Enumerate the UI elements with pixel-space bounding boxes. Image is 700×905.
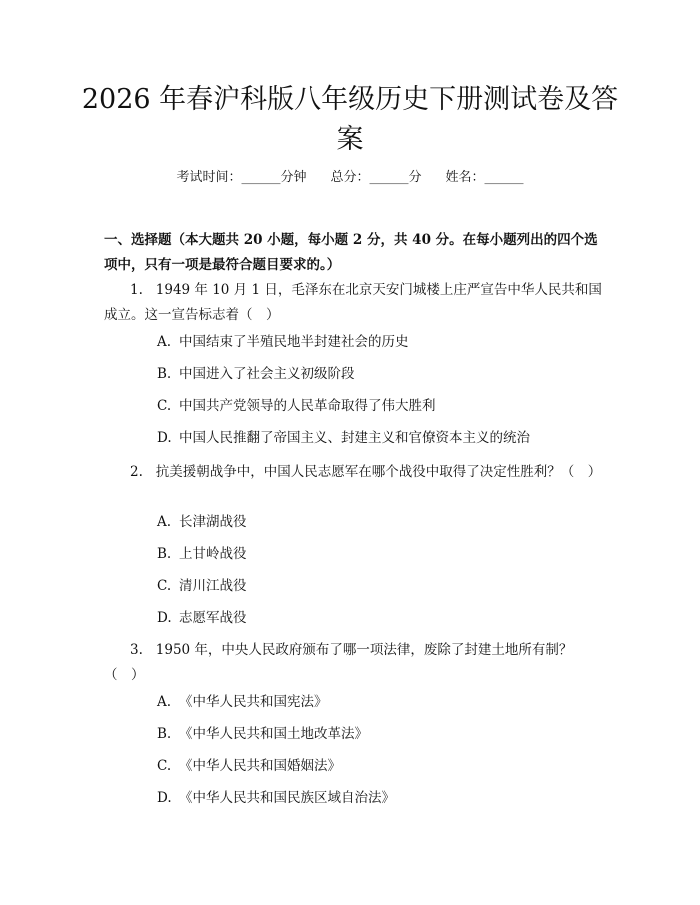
option-letter: B. — [157, 546, 172, 562]
question-3-stem — [104, 638, 604, 688]
page-title-line1: 2026 年春沪科版八年级历史下册测试卷及答 — [81, 84, 619, 115]
question-1-stem — [104, 278, 604, 328]
question-2-option-d — [157, 608, 247, 628]
exam-meta — [0, 169, 700, 187]
question-3-option-a — [157, 692, 328, 712]
question-number: 3. — [130, 642, 143, 658]
option-text: 志愿军战役 — [179, 610, 247, 626]
question-2-option-a — [157, 512, 247, 532]
option-text: 《中华人民共和国民族区域自治法》 — [179, 790, 395, 806]
option-letter: B. — [157, 726, 172, 742]
option-letter: C. — [157, 398, 172, 414]
question-number: 2. — [130, 464, 143, 480]
option-letter: D. — [157, 610, 172, 626]
question-2-stem — [104, 460, 604, 485]
option-letter: B. — [157, 366, 172, 382]
option-text: 《中华人民共和国宪法》 — [179, 694, 328, 710]
option-letter: D. — [157, 790, 172, 806]
page-title — [0, 80, 700, 160]
option-letter: A. — [157, 514, 172, 530]
student-name-label: 姓名：______ — [445, 170, 524, 185]
question-text: 1950 年，中央人民政府颁布了哪一项法律，废除了封建土地所有制？（ ） — [104, 642, 573, 683]
option-text: 《中华人民共和国土地改革法》 — [179, 726, 368, 742]
option-text: 中国结束了半殖民地半封建社会的历史 — [179, 334, 409, 350]
option-letter: A. — [157, 334, 172, 350]
question-1-option-a — [157, 332, 409, 352]
question-text: 1949 年 10 月 1 日，毛泽东在北京天安门城楼上庄严宣告中华人民共和国成立。这一宣告标志着（ ） — [104, 282, 602, 323]
question-1-option-d — [157, 428, 530, 448]
option-text: 清川江战役 — [179, 578, 247, 594]
option-text: 中国共产党领导的人民革命取得了伟大胜利 — [179, 398, 436, 414]
option-letter: C. — [157, 758, 172, 774]
total-score-label: 总分：______分 — [330, 170, 422, 185]
option-text: 中国人民推翻了帝国主义、封建主义和官僚资本主义的统治 — [179, 430, 530, 446]
question-1-option-b — [157, 364, 355, 384]
option-text: 上甘岭战役 — [179, 546, 247, 562]
section-heading: 一、选择题（本大题共 20 小题，每小题 2 分，共 40 分。在每小题列出的四个选项中，只有一项是最符合题目要求的。） — [104, 232, 598, 273]
option-text: 中国进入了社会主义初级阶段 — [179, 366, 355, 382]
page-title-line2: 案 — [336, 124, 364, 155]
question-2-option-c — [157, 576, 247, 596]
question-3-option-b — [157, 724, 368, 744]
option-letter: D. — [157, 430, 172, 446]
question-number: 1. — [130, 282, 143, 298]
question-3-option-d — [157, 788, 395, 808]
option-text: 长津湖战役 — [179, 514, 247, 530]
option-letter: C. — [157, 578, 172, 594]
option-letter: A. — [157, 694, 172, 710]
option-text: 《中华人民共和国婚姻法》 — [179, 758, 341, 774]
exam-time-label: 考试时间：______分钟 — [176, 170, 307, 185]
question-3-option-c — [157, 756, 341, 776]
question-text: 抗美援朝战争中，中国人民志愿军在哪个战役中取得了决定性胜利？（ ） — [155, 464, 602, 480]
question-2-option-b — [157, 544, 247, 564]
question-1-option-c — [157, 396, 436, 416]
